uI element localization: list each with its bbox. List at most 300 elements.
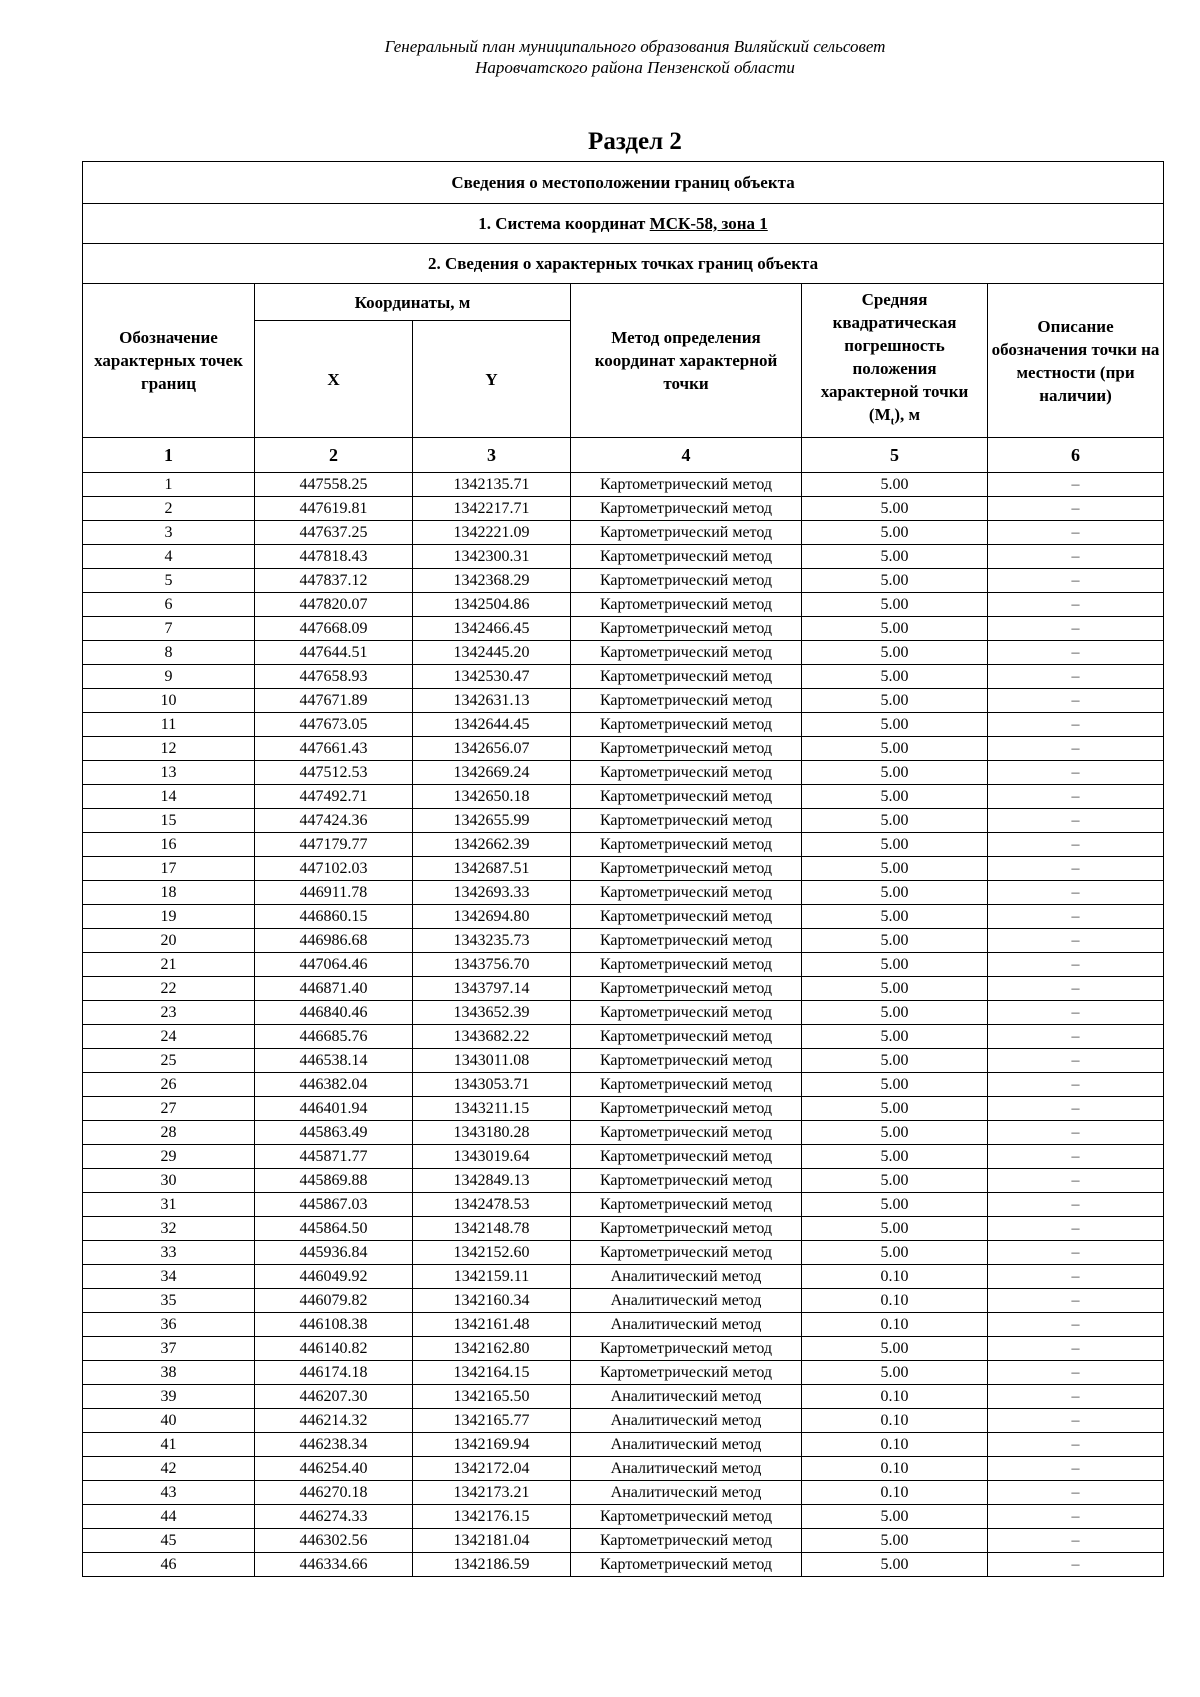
table-row bbox=[83, 1289, 1164, 1313]
method-cell: Аналитический метод bbox=[571, 1481, 802, 1505]
x-coordinate-cell: 447673.05 bbox=[255, 713, 413, 737]
y-coordinate-cell: 1343180.28 bbox=[413, 1121, 571, 1145]
col-header-y: Y bbox=[413, 321, 571, 438]
method-cell: Картометрический метод bbox=[571, 1097, 802, 1121]
table-row bbox=[83, 1001, 1164, 1025]
x-coordinate-cell: 446840.46 bbox=[255, 1001, 413, 1025]
x-coordinate-cell: 446174.18 bbox=[255, 1361, 413, 1385]
error-cell: 5.00 bbox=[802, 1073, 988, 1097]
document-header bbox=[0, 36, 1200, 78]
error-cell: 0.10 bbox=[802, 1385, 988, 1409]
x-coordinate-cell: 446302.56 bbox=[255, 1529, 413, 1553]
error-cell: 5.00 bbox=[802, 1505, 988, 1529]
x-coordinate-cell: 447668.09 bbox=[255, 617, 413, 641]
error-cell: 5.00 bbox=[802, 1553, 988, 1577]
y-coordinate-cell: 1342162.80 bbox=[413, 1337, 571, 1361]
table-row bbox=[83, 1217, 1164, 1241]
point-number-cell: 29 bbox=[83, 1145, 255, 1169]
description-cell: – bbox=[988, 1385, 1164, 1409]
method-cell: Картометрический метод bbox=[571, 521, 802, 545]
error-cell: 5.00 bbox=[802, 1025, 988, 1049]
error-cell: 5.00 bbox=[802, 1049, 988, 1073]
table-row bbox=[83, 1481, 1164, 1505]
description-cell: – bbox=[988, 713, 1164, 737]
y-coordinate-cell: 1343682.22 bbox=[413, 1025, 571, 1049]
point-number-cell: 13 bbox=[83, 761, 255, 785]
error-cell: 5.00 bbox=[802, 1361, 988, 1385]
table-row bbox=[83, 1025, 1164, 1049]
y-coordinate-cell: 1342217.71 bbox=[413, 497, 571, 521]
x-coordinate-cell: 445867.03 bbox=[255, 1193, 413, 1217]
method-cell: Картометрический метод bbox=[571, 1073, 802, 1097]
error-cell: 5.00 bbox=[802, 1529, 988, 1553]
error-cell: 5.00 bbox=[802, 785, 988, 809]
x-coordinate-cell: 446986.68 bbox=[255, 929, 413, 953]
y-coordinate-cell: 1343235.73 bbox=[413, 929, 571, 953]
method-cell: Картометрический метод bbox=[571, 1553, 802, 1577]
section-title: Раздел 2 bbox=[588, 128, 682, 155]
method-cell: Картометрический метод bbox=[571, 761, 802, 785]
method-cell: Картометрический метод bbox=[571, 929, 802, 953]
method-cell: Аналитический метод bbox=[571, 1385, 802, 1409]
description-cell: – bbox=[988, 1457, 1164, 1481]
y-coordinate-cell: 1343053.71 bbox=[413, 1073, 571, 1097]
table-row bbox=[83, 1241, 1164, 1265]
col-header-error-sub: t bbox=[890, 415, 895, 428]
table-row bbox=[83, 593, 1164, 617]
point-number-cell: 17 bbox=[83, 857, 255, 881]
point-number-cell: 30 bbox=[83, 1169, 255, 1193]
y-coordinate-cell: 1342631.13 bbox=[413, 689, 571, 713]
table-row bbox=[83, 1313, 1164, 1337]
error-cell: 5.00 bbox=[802, 1001, 988, 1025]
col-header-coordinates: Координаты, м bbox=[255, 284, 571, 321]
error-cell: 5.00 bbox=[802, 1097, 988, 1121]
description-cell: – bbox=[988, 1337, 1164, 1361]
y-coordinate-cell: 1342165.77 bbox=[413, 1409, 571, 1433]
y-coordinate-cell: 1342221.09 bbox=[413, 521, 571, 545]
x-coordinate-cell: 446685.76 bbox=[255, 1025, 413, 1049]
x-coordinate-cell: 447424.36 bbox=[255, 809, 413, 833]
point-number-cell: 10 bbox=[83, 689, 255, 713]
method-cell: Картометрический метод bbox=[571, 569, 802, 593]
method-cell: Картометрический метод bbox=[571, 833, 802, 857]
description-cell: – bbox=[988, 617, 1164, 641]
error-cell: 5.00 bbox=[802, 737, 988, 761]
y-coordinate-cell: 1342504.86 bbox=[413, 593, 571, 617]
x-coordinate-cell: 446238.34 bbox=[255, 1433, 413, 1457]
table-row bbox=[83, 881, 1164, 905]
table-row bbox=[83, 809, 1164, 833]
table-row bbox=[83, 1505, 1164, 1529]
points-caption: 2. Сведения о характерных точках границ объекта bbox=[83, 244, 1164, 284]
col-number: 6 bbox=[988, 438, 1164, 473]
point-number-cell: 25 bbox=[83, 1049, 255, 1073]
y-coordinate-cell: 1342176.15 bbox=[413, 1505, 571, 1529]
y-coordinate-cell: 1342662.39 bbox=[413, 833, 571, 857]
point-number-cell: 36 bbox=[83, 1313, 255, 1337]
method-cell: Картометрический метод bbox=[571, 1049, 802, 1073]
table-row bbox=[83, 1169, 1164, 1193]
x-coordinate-cell: 447637.25 bbox=[255, 521, 413, 545]
x-coordinate-cell: 446049.92 bbox=[255, 1265, 413, 1289]
error-cell: 5.00 bbox=[802, 545, 988, 569]
description-cell: – bbox=[988, 1265, 1164, 1289]
error-cell: 5.00 bbox=[802, 689, 988, 713]
table-row bbox=[83, 473, 1164, 497]
table-row bbox=[83, 761, 1164, 785]
point-number-cell: 37 bbox=[83, 1337, 255, 1361]
description-cell: – bbox=[988, 881, 1164, 905]
x-coordinate-cell: 447558.25 bbox=[255, 473, 413, 497]
method-cell: Картометрический метод bbox=[571, 1241, 802, 1265]
description-cell: – bbox=[988, 1001, 1164, 1025]
y-coordinate-cell: 1342135.71 bbox=[413, 473, 571, 497]
table-row bbox=[83, 1409, 1164, 1433]
method-cell: Картометрический метод bbox=[571, 665, 802, 689]
method-cell: Картометрический метод bbox=[571, 617, 802, 641]
error-cell: 5.00 bbox=[802, 1169, 988, 1193]
y-coordinate-cell: 1342300.31 bbox=[413, 545, 571, 569]
method-cell: Картометрический метод bbox=[571, 881, 802, 905]
description-cell: – bbox=[988, 809, 1164, 833]
description-cell: – bbox=[988, 689, 1164, 713]
error-cell: 5.00 bbox=[802, 1241, 988, 1265]
error-cell: 5.00 bbox=[802, 473, 988, 497]
point-number-cell: 38 bbox=[83, 1361, 255, 1385]
point-number-cell: 45 bbox=[83, 1529, 255, 1553]
header-line-1: Генеральный план муниципального образования Виляйский сельсовет bbox=[384, 37, 886, 56]
y-coordinate-cell: 1342445.20 bbox=[413, 641, 571, 665]
description-cell: – bbox=[988, 1217, 1164, 1241]
table-row bbox=[83, 1337, 1164, 1361]
point-number-cell: 21 bbox=[83, 953, 255, 977]
x-coordinate-cell: 447820.07 bbox=[255, 593, 413, 617]
col-header-error-text: Средняя квадратическая погрешность положения характерной точки (M bbox=[820, 289, 969, 424]
point-number-cell: 5 bbox=[83, 569, 255, 593]
table-row bbox=[83, 1073, 1164, 1097]
error-cell: 0.10 bbox=[802, 1265, 988, 1289]
error-cell: 0.10 bbox=[802, 1481, 988, 1505]
point-number-cell: 16 bbox=[83, 833, 255, 857]
method-cell: Картометрический метод bbox=[571, 689, 802, 713]
point-number-cell: 1 bbox=[83, 473, 255, 497]
error-cell: 5.00 bbox=[802, 1121, 988, 1145]
table-row bbox=[83, 953, 1164, 977]
table-row bbox=[83, 1457, 1164, 1481]
x-coordinate-cell: 446538.14 bbox=[255, 1049, 413, 1073]
coordinate-system-label: 1. Система координат bbox=[478, 213, 650, 233]
y-coordinate-cell: 1342466.45 bbox=[413, 617, 571, 641]
x-coordinate-cell: 445863.49 bbox=[255, 1121, 413, 1145]
y-coordinate-cell: 1343011.08 bbox=[413, 1049, 571, 1073]
x-coordinate-cell: 447658.93 bbox=[255, 665, 413, 689]
table-row bbox=[83, 545, 1164, 569]
point-number-cell: 20 bbox=[83, 929, 255, 953]
y-coordinate-cell: 1342152.60 bbox=[413, 1241, 571, 1265]
x-coordinate-cell: 447671.89 bbox=[255, 689, 413, 713]
method-cell: Аналитический метод bbox=[571, 1313, 802, 1337]
method-cell: Картометрический метод bbox=[571, 1529, 802, 1553]
description-cell: – bbox=[988, 545, 1164, 569]
point-number-cell: 3 bbox=[83, 521, 255, 545]
table-row bbox=[83, 1145, 1164, 1169]
method-cell: Аналитический метод bbox=[571, 1457, 802, 1481]
y-coordinate-cell: 1343756.70 bbox=[413, 953, 571, 977]
method-cell: Картометрический метод bbox=[571, 1001, 802, 1025]
point-number-cell: 18 bbox=[83, 881, 255, 905]
x-coordinate-cell: 447619.81 bbox=[255, 497, 413, 521]
table-row bbox=[83, 929, 1164, 953]
y-coordinate-cell: 1343019.64 bbox=[413, 1145, 571, 1169]
x-coordinate-cell: 445864.50 bbox=[255, 1217, 413, 1241]
table-row bbox=[83, 1049, 1164, 1073]
point-number-cell: 23 bbox=[83, 1001, 255, 1025]
boundary-points-table bbox=[82, 161, 1164, 1577]
method-cell: Аналитический метод bbox=[571, 1265, 802, 1289]
error-cell: 5.00 bbox=[802, 521, 988, 545]
description-cell: – bbox=[988, 473, 1164, 497]
table-body bbox=[83, 473, 1164, 1577]
table-row bbox=[83, 1529, 1164, 1553]
method-cell: Картометрический метод bbox=[571, 713, 802, 737]
table-row bbox=[83, 1097, 1164, 1121]
error-cell: 5.00 bbox=[802, 905, 988, 929]
description-cell: – bbox=[988, 1409, 1164, 1433]
error-cell: 5.00 bbox=[802, 977, 988, 1001]
table-row bbox=[83, 1193, 1164, 1217]
y-coordinate-cell: 1342186.59 bbox=[413, 1553, 571, 1577]
method-cell: Картометрический метод bbox=[571, 785, 802, 809]
col-number: 3 bbox=[413, 438, 571, 473]
x-coordinate-cell: 447179.77 bbox=[255, 833, 413, 857]
x-coordinate-cell: 446270.18 bbox=[255, 1481, 413, 1505]
description-cell: – bbox=[988, 1361, 1164, 1385]
y-coordinate-cell: 1342165.50 bbox=[413, 1385, 571, 1409]
x-coordinate-cell: 446140.82 bbox=[255, 1337, 413, 1361]
point-number-cell: 12 bbox=[83, 737, 255, 761]
error-cell: 5.00 bbox=[802, 857, 988, 881]
error-cell: 5.00 bbox=[802, 1145, 988, 1169]
x-coordinate-cell: 446207.30 bbox=[255, 1385, 413, 1409]
y-coordinate-cell: 1342173.21 bbox=[413, 1481, 571, 1505]
error-cell: 0.10 bbox=[802, 1433, 988, 1457]
point-number-cell: 8 bbox=[83, 641, 255, 665]
y-coordinate-cell: 1342181.04 bbox=[413, 1529, 571, 1553]
point-number-cell: 26 bbox=[83, 1073, 255, 1097]
method-cell: Картометрический метод bbox=[571, 641, 802, 665]
error-cell: 0.10 bbox=[802, 1313, 988, 1337]
description-cell: – bbox=[988, 785, 1164, 809]
description-cell: – bbox=[988, 521, 1164, 545]
x-coordinate-cell: 447818.43 bbox=[255, 545, 413, 569]
col-number: 2 bbox=[255, 438, 413, 473]
table-row bbox=[83, 1265, 1164, 1289]
error-cell: 5.00 bbox=[802, 593, 988, 617]
point-number-cell: 31 bbox=[83, 1193, 255, 1217]
method-cell: Картометрический метод bbox=[571, 1145, 802, 1169]
error-cell: 5.00 bbox=[802, 665, 988, 689]
table-row bbox=[83, 521, 1164, 545]
table-row bbox=[83, 737, 1164, 761]
coordinate-system-value: МСК-58, зона 1 bbox=[649, 213, 768, 233]
y-coordinate-cell: 1342478.53 bbox=[413, 1193, 571, 1217]
method-cell: Аналитический метод bbox=[571, 1409, 802, 1433]
description-cell: – bbox=[988, 497, 1164, 521]
point-number-cell: 19 bbox=[83, 905, 255, 929]
col-header-x: X bbox=[255, 321, 413, 438]
description-cell: – bbox=[988, 1289, 1164, 1313]
description-cell: – bbox=[988, 569, 1164, 593]
table-row bbox=[83, 977, 1164, 1001]
table-row bbox=[83, 1121, 1164, 1145]
method-cell: Картометрический метод bbox=[571, 905, 802, 929]
error-cell: 5.00 bbox=[802, 641, 988, 665]
point-number-cell: 22 bbox=[83, 977, 255, 1001]
error-cell: 5.00 bbox=[802, 881, 988, 905]
error-cell: 5.00 bbox=[802, 569, 988, 593]
point-number-cell: 33 bbox=[83, 1241, 255, 1265]
y-coordinate-cell: 1342644.45 bbox=[413, 713, 571, 737]
point-number-cell: 40 bbox=[83, 1409, 255, 1433]
description-cell: – bbox=[988, 1553, 1164, 1577]
method-cell: Аналитический метод bbox=[571, 1433, 802, 1457]
description-cell: – bbox=[988, 1481, 1164, 1505]
col-header-error bbox=[802, 284, 988, 438]
description-cell: – bbox=[988, 593, 1164, 617]
table-row bbox=[83, 785, 1164, 809]
method-cell: Картометрический метод bbox=[571, 1505, 802, 1529]
table-row bbox=[83, 1553, 1164, 1577]
error-cell: 5.00 bbox=[802, 761, 988, 785]
point-number-cell: 14 bbox=[83, 785, 255, 809]
x-coordinate-cell: 446214.32 bbox=[255, 1409, 413, 1433]
description-cell: – bbox=[988, 641, 1164, 665]
method-cell: Картометрический метод bbox=[571, 593, 802, 617]
error-cell: 5.00 bbox=[802, 809, 988, 833]
description-cell: – bbox=[988, 953, 1164, 977]
point-number-cell: 7 bbox=[83, 617, 255, 641]
method-cell: Аналитический метод bbox=[571, 1289, 802, 1313]
y-coordinate-cell: 1342849.13 bbox=[413, 1169, 571, 1193]
description-cell: – bbox=[988, 1193, 1164, 1217]
description-cell: – bbox=[988, 1049, 1164, 1073]
description-cell: – bbox=[988, 1121, 1164, 1145]
point-number-cell: 44 bbox=[83, 1505, 255, 1529]
col-number: 4 bbox=[571, 438, 802, 473]
x-coordinate-cell: 446108.38 bbox=[255, 1313, 413, 1337]
y-coordinate-cell: 1342693.33 bbox=[413, 881, 571, 905]
col-header-method: Метод определения координат характерной точки bbox=[571, 284, 802, 438]
point-number-cell: 34 bbox=[83, 1265, 255, 1289]
description-cell: – bbox=[988, 665, 1164, 689]
point-number-cell: 6 bbox=[83, 593, 255, 617]
point-number-cell: 32 bbox=[83, 1217, 255, 1241]
point-number-cell: 27 bbox=[83, 1097, 255, 1121]
method-cell: Картометрический метод bbox=[571, 857, 802, 881]
col-number: 1 bbox=[83, 438, 255, 473]
point-number-cell: 43 bbox=[83, 1481, 255, 1505]
x-coordinate-cell: 446334.66 bbox=[255, 1553, 413, 1577]
error-cell: 0.10 bbox=[802, 1289, 988, 1313]
x-coordinate-cell: 445871.77 bbox=[255, 1145, 413, 1169]
point-number-cell: 46 bbox=[83, 1553, 255, 1577]
col-header-error-tail: ), м bbox=[894, 404, 921, 424]
point-number-cell: 2 bbox=[83, 497, 255, 521]
description-cell: – bbox=[988, 1505, 1164, 1529]
y-coordinate-cell: 1342368.29 bbox=[413, 569, 571, 593]
table-caption: Сведения о местоположении границ объекта bbox=[83, 162, 1164, 204]
y-coordinate-cell: 1342169.94 bbox=[413, 1433, 571, 1457]
description-cell: – bbox=[988, 905, 1164, 929]
description-cell: – bbox=[988, 929, 1164, 953]
method-cell: Картометрический метод bbox=[571, 977, 802, 1001]
point-number-cell: 28 bbox=[83, 1121, 255, 1145]
table-row bbox=[83, 857, 1164, 881]
y-coordinate-cell: 1342164.15 bbox=[413, 1361, 571, 1385]
col-header-designation: Обозначение характерных точек границ bbox=[83, 284, 255, 438]
error-cell: 5.00 bbox=[802, 617, 988, 641]
error-cell: 5.00 bbox=[802, 1193, 988, 1217]
y-coordinate-cell: 1342669.24 bbox=[413, 761, 571, 785]
method-cell: Картометрический метод bbox=[571, 497, 802, 521]
x-coordinate-cell: 447102.03 bbox=[255, 857, 413, 881]
table-row bbox=[83, 713, 1164, 737]
method-cell: Картометрический метод bbox=[571, 473, 802, 497]
point-number-cell: 42 bbox=[83, 1457, 255, 1481]
method-cell: Картометрический метод bbox=[571, 1217, 802, 1241]
y-coordinate-cell: 1342694.80 bbox=[413, 905, 571, 929]
y-coordinate-cell: 1342172.04 bbox=[413, 1457, 571, 1481]
y-coordinate-cell: 1342160.34 bbox=[413, 1289, 571, 1313]
x-coordinate-cell: 446382.04 bbox=[255, 1073, 413, 1097]
y-coordinate-cell: 1342687.51 bbox=[413, 857, 571, 881]
error-cell: 5.00 bbox=[802, 929, 988, 953]
x-coordinate-cell: 446401.94 bbox=[255, 1097, 413, 1121]
description-cell: – bbox=[988, 1073, 1164, 1097]
x-coordinate-cell: 445869.88 bbox=[255, 1169, 413, 1193]
y-coordinate-cell: 1342161.48 bbox=[413, 1313, 571, 1337]
method-cell: Картометрический метод bbox=[571, 953, 802, 977]
x-coordinate-cell: 446911.78 bbox=[255, 881, 413, 905]
error-cell: 5.00 bbox=[802, 1337, 988, 1361]
table-row bbox=[83, 905, 1164, 929]
method-cell: Картометрический метод bbox=[571, 1337, 802, 1361]
x-coordinate-cell: 447644.51 bbox=[255, 641, 413, 665]
y-coordinate-cell: 1343797.14 bbox=[413, 977, 571, 1001]
error-cell: 5.00 bbox=[802, 953, 988, 977]
table-row bbox=[83, 617, 1164, 641]
description-cell: – bbox=[988, 1529, 1164, 1553]
error-cell: 5.00 bbox=[802, 1217, 988, 1241]
x-coordinate-cell: 447064.46 bbox=[255, 953, 413, 977]
header-line-2: Наровчатского района Пензенской области bbox=[475, 58, 795, 77]
point-number-cell: 4 bbox=[83, 545, 255, 569]
y-coordinate-cell: 1342148.78 bbox=[413, 1217, 571, 1241]
x-coordinate-cell: 447512.53 bbox=[255, 761, 413, 785]
method-cell: Картометрический метод bbox=[571, 1025, 802, 1049]
error-cell: 0.10 bbox=[802, 1409, 988, 1433]
description-cell: – bbox=[988, 857, 1164, 881]
table-row bbox=[83, 665, 1164, 689]
description-cell: – bbox=[988, 833, 1164, 857]
point-number-cell: 9 bbox=[83, 665, 255, 689]
x-coordinate-cell: 447837.12 bbox=[255, 569, 413, 593]
x-coordinate-cell: 446274.33 bbox=[255, 1505, 413, 1529]
description-cell: – bbox=[988, 1169, 1164, 1193]
error-cell: 5.00 bbox=[802, 833, 988, 857]
method-cell: Картометрический метод bbox=[571, 737, 802, 761]
